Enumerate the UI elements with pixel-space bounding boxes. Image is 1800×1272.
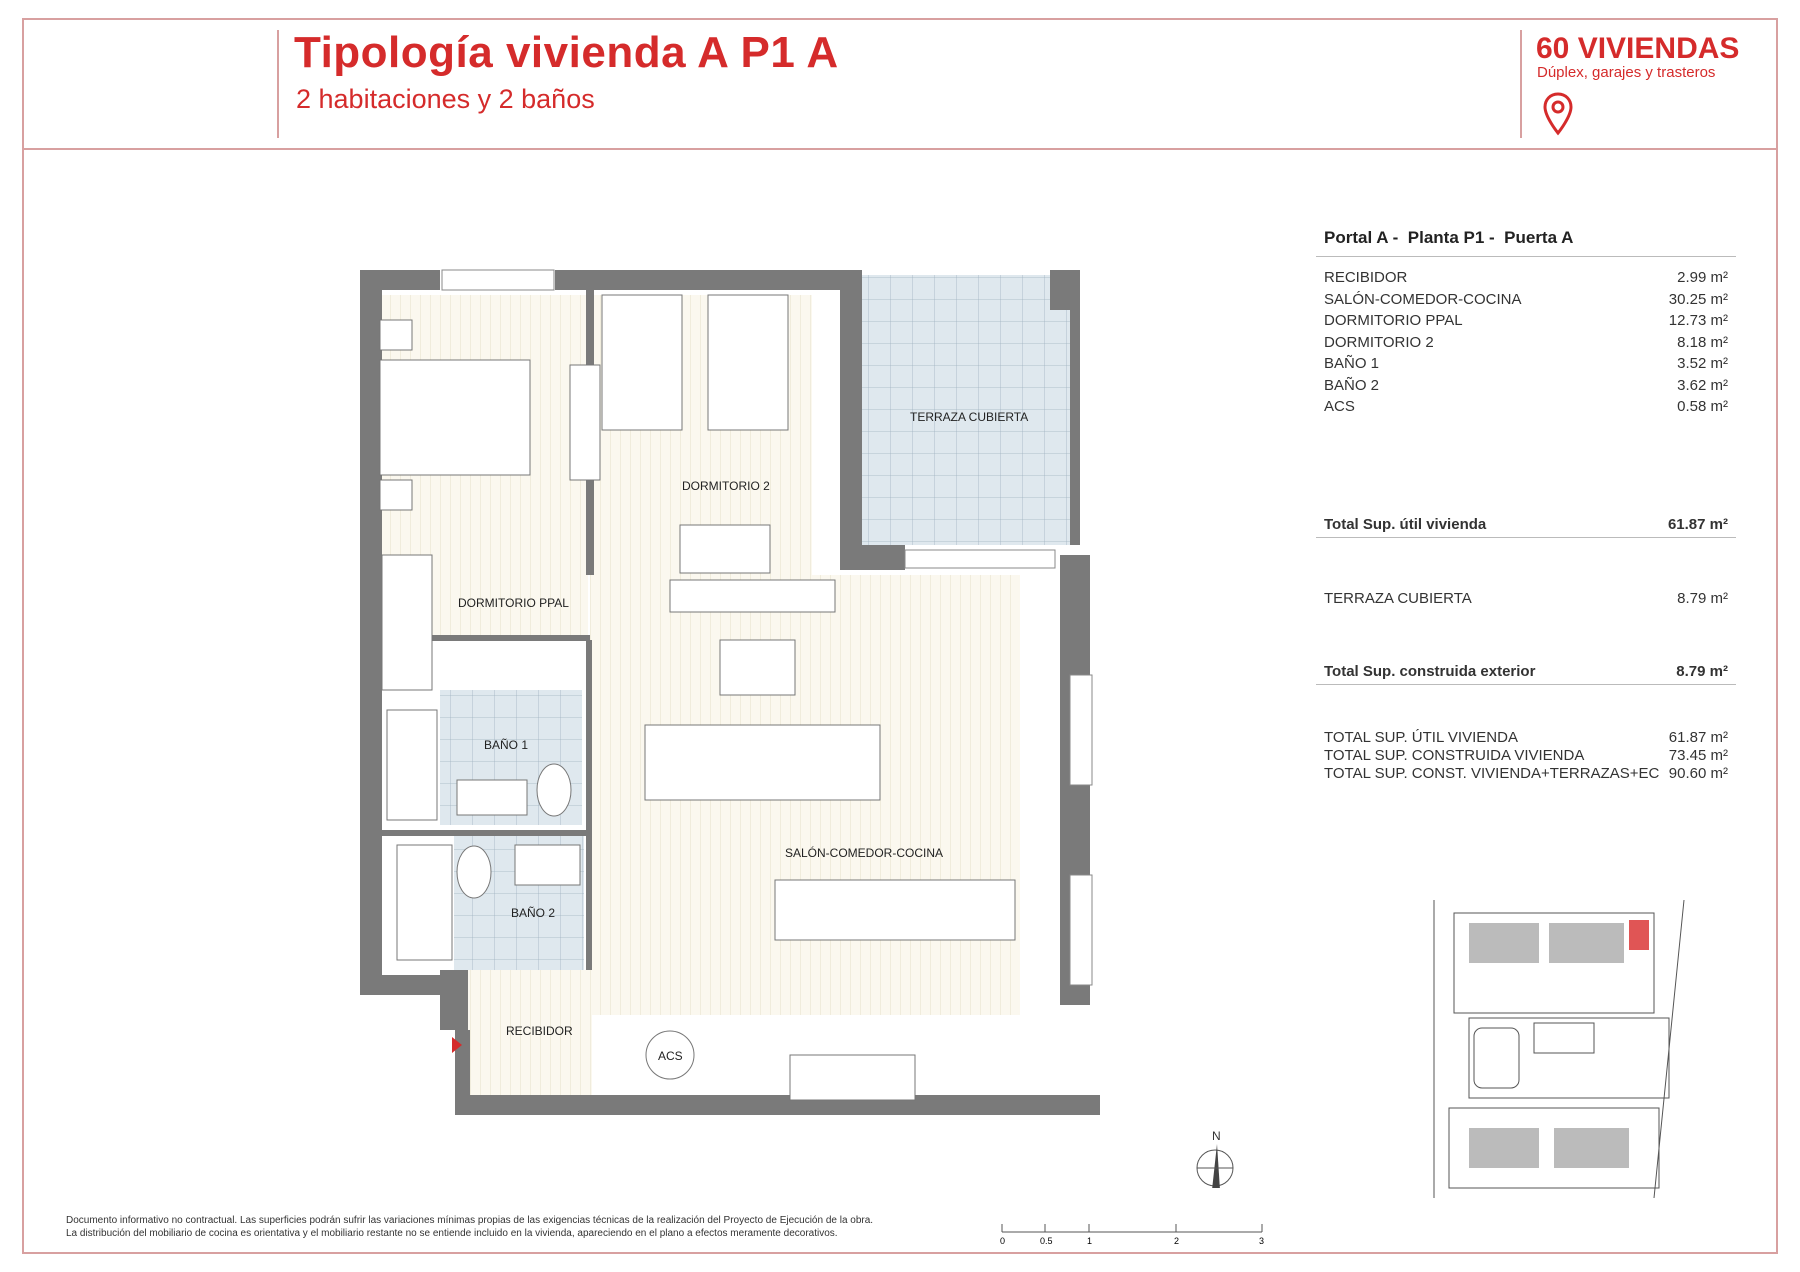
scale-label: 0: [1000, 1236, 1006, 1246]
label-recibidor: RECIBIDOR: [506, 1024, 573, 1038]
summary-row: TOTAL SUP. CONSTRUIDA VIVIENDA 73.45 m²: [1324, 747, 1728, 764]
label-terraza: TERRAZA CUBIERTA: [910, 410, 1029, 424]
room-row: BAÑO 1 3.52 m²: [1324, 355, 1728, 372]
portal-label: Portal A -: [1324, 228, 1399, 247]
disclaimer-line: Documento informativo no contractual. Las superficies podrán sufrir las variaciones mínimas propias de las exigencias técnicas de la realización del Proyecto de Ejecución de la obra.: [66, 1215, 874, 1226]
window: [442, 270, 554, 290]
scale-label: 1: [1087, 1236, 1093, 1246]
compass-icon: [1190, 1128, 1240, 1188]
label-bano-2: BAÑO 2: [511, 906, 556, 920]
scale-label: 0.5: [1040, 1236, 1053, 1246]
room-row: ACS 0.58 m²: [1324, 398, 1728, 415]
brand-subtitle: Dúplex, garajes y trasteros: [1537, 64, 1716, 81]
window: [1070, 675, 1092, 785]
summary-row: TOTAL SUP. CONST. VIVIENDA+TERRAZAS+EC 90.60 m²: [1324, 765, 1728, 782]
label-dormitorio-2: DORMITORIO 2: [682, 479, 770, 493]
unit-location: [1316, 228, 1736, 257]
header-divider: [22, 148, 1778, 150]
label-acs: ACS: [658, 1049, 683, 1063]
site-plan-map: [1394, 898, 1694, 1198]
surface-table: [1316, 228, 1736, 783]
planta-label: Planta P1 -: [1407, 228, 1495, 247]
disclaimer: [66, 1214, 986, 1240]
window: [905, 550, 1055, 568]
total-util-row: Total Sup. útil vivienda 61.87 m²: [1316, 516, 1736, 538]
room-row: DORMITORIO PPAL 12.73 m²: [1324, 312, 1728, 329]
label-salon: SALÓN-COMEDOR-COCINA: [785, 846, 944, 860]
disclaimer-line: La distribución del mobiliario de cocina es orientativa y el mobiliario restante no se entiende incluido en la vivienda, apareciendo en el plano a efectos meramente decorativos.: [66, 1228, 838, 1239]
page-subtitle: 2 habitaciones y 2 baños: [296, 84, 595, 114]
room-row: DORMITORIO 2 8.18 m²: [1324, 333, 1728, 351]
location-pin-icon: [1542, 92, 1574, 136]
header-right-divider: [1520, 30, 1522, 138]
compass-north-label: N: [1212, 1129, 1221, 1143]
room-row: RECIBIDOR 2.99 m²: [1324, 269, 1728, 286]
summary-row: TOTAL SUP. ÚTIL VIVIENDA 61.87 m²: [1324, 729, 1728, 746]
room-row: BAÑO 2 3.62 m²: [1324, 376, 1728, 394]
brand-title: 60 VIVIENDAS: [1536, 32, 1740, 65]
label-bano-1: BAÑO 1: [484, 738, 529, 752]
puerta-label: Puerta A: [1504, 228, 1574, 247]
terraza-row: TERRAZA CUBIERTA 8.79 m²: [1324, 589, 1728, 607]
unit-highlight: [1629, 920, 1649, 950]
scale-label: 3: [1259, 1236, 1265, 1246]
window: [1070, 875, 1092, 985]
header-left-divider: [277, 30, 279, 138]
page-title: Tipología vivienda A P1 A: [294, 28, 839, 77]
floor-plan: [340, 255, 1100, 1135]
scale-label: 2: [1174, 1236, 1180, 1246]
room-row: SALÓN-COMEDOR-COCINA 30.25 m²: [1324, 290, 1728, 308]
scale-bar: [1000, 1220, 1270, 1250]
floor-recibidor: [468, 970, 592, 1110]
total-exterior-row: Total Sup. construida exterior 8.79 m²: [1316, 663, 1736, 685]
label-dormitorio-ppal: DORMITORIO PPAL: [458, 596, 569, 610]
